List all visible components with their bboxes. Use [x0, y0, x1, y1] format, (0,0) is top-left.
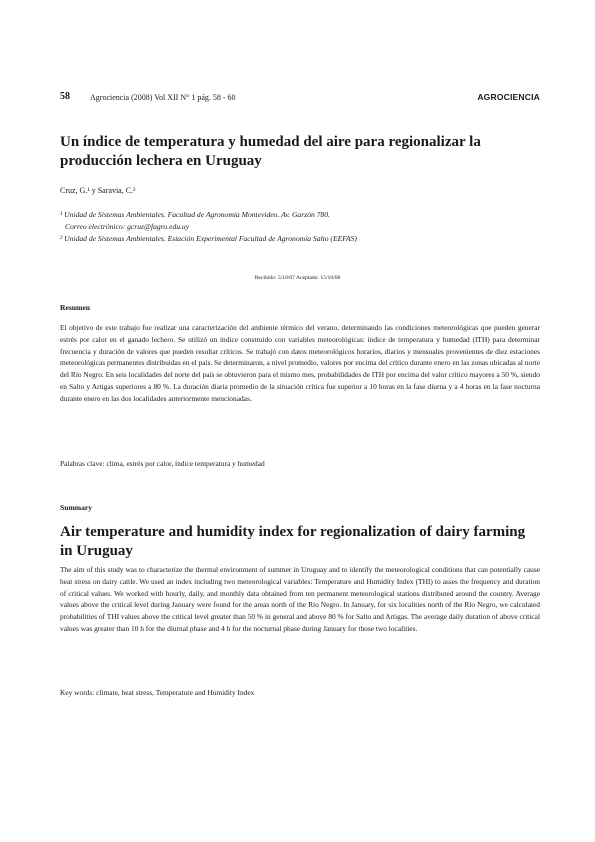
page-number: 58	[60, 91, 70, 102]
affiliations	[60, 209, 540, 244]
resumen-text: El objetivo de este trabajo fue realizar una caracterización del ambiente térmico del verano, determinando las condiciones meteorológicas que pueden generar estrés por calor en el ganado lechero. Se utilizó un índice construido con variables meteorológicas: índice de temperatura y humedad (ITH) para determinar frecuencia y duración de valores que pueden resultar críticos. Se trabajó con datos meteorológicos horarios, diarios y mensuales provenientes de diez estaciones meteorológicas permanentes distribuidas en el país. Se determinaron, a nivel promedio, valores por encima del crítico durante enero en las zonas ubicadas al norte del Río Negro. En seis localidades del norte del país se obtuvieron para el mismo mes, probabilidades de ITH por encima del valor crítico mayores a 50 %, siendo en Salto y Artigas superiores a 80 %. La duración diaria promedio de la situación crítica fue superior a 10 horas en la fase diurna y a 4 horas en la fase nocturna durante enero en las dos localidades anteriormente mencionadas.	[60, 323, 540, 403]
resumen-heading: Resumen	[60, 303, 90, 312]
affiliation-2: ² Unidad de Sistemas Ambientales. Estación Experimental Facultad de Agronomía Salto (EEFAS)	[60, 233, 357, 243]
affiliation-email: Correo electrónico: gcruz@fagro.edu.uy	[65, 221, 190, 231]
author-list: Cruz, G.¹ y Saravia, C.²	[60, 186, 136, 195]
journal-brand: AGROCIENCIA	[477, 92, 540, 102]
summary-text: The aim of this study was to characterize the thermal environment of summer in Uruguay and to identify the meteorological conditions that can potentially cause heat stress on dairy cattle. We used an index including two meteorological variables: Temperature and Humidity Index (THI) to asses the frequency and duration of critical values. We worked with hourly, daily, and monthly data obtained from ten permanent meteorological stations distributed around the country. Average values above the critical level during January were found for the areas north of the Río Negro. In January, for six localities north of the Río Negro, we calculated probabilities of THI values above the critical level greater than 50 % in general and above 80 % for Salto and Artigas. The average daily duration of above critical values was greater than 10 h for the diurnal phase and 4 h for the nocturnal phase during January for those two localities.	[60, 565, 540, 633]
received-accepted-dates: Recibido: 5/10/07 Aceptado: 15/10/08	[254, 275, 341, 281]
article-title-spanish: Un índice de temperatura y humedad del aire para regionalizar la producción lechera en Uruguay	[60, 134, 481, 169]
article-title-english: Air temperature and humidity index for regionalization of dairy farming in Uruguay	[60, 524, 526, 559]
key-words: Key words: climate, heat stress, Temperature and Humidity Index	[60, 688, 255, 697]
summary-heading: Summary	[60, 503, 93, 512]
affiliation-1: ¹ Unidad de Sistemas Ambientales. Facultad de Agronomía Montevideo. Av. Garzón 780.	[60, 210, 330, 219]
palabras-clave: Palabras clave: clima, estrés por calor, índice temperatura y humedad	[60, 459, 265, 468]
journal-reference: Agrociencia (2008) Vol XII N° 1 pág. 58 - 60	[90, 93, 236, 102]
